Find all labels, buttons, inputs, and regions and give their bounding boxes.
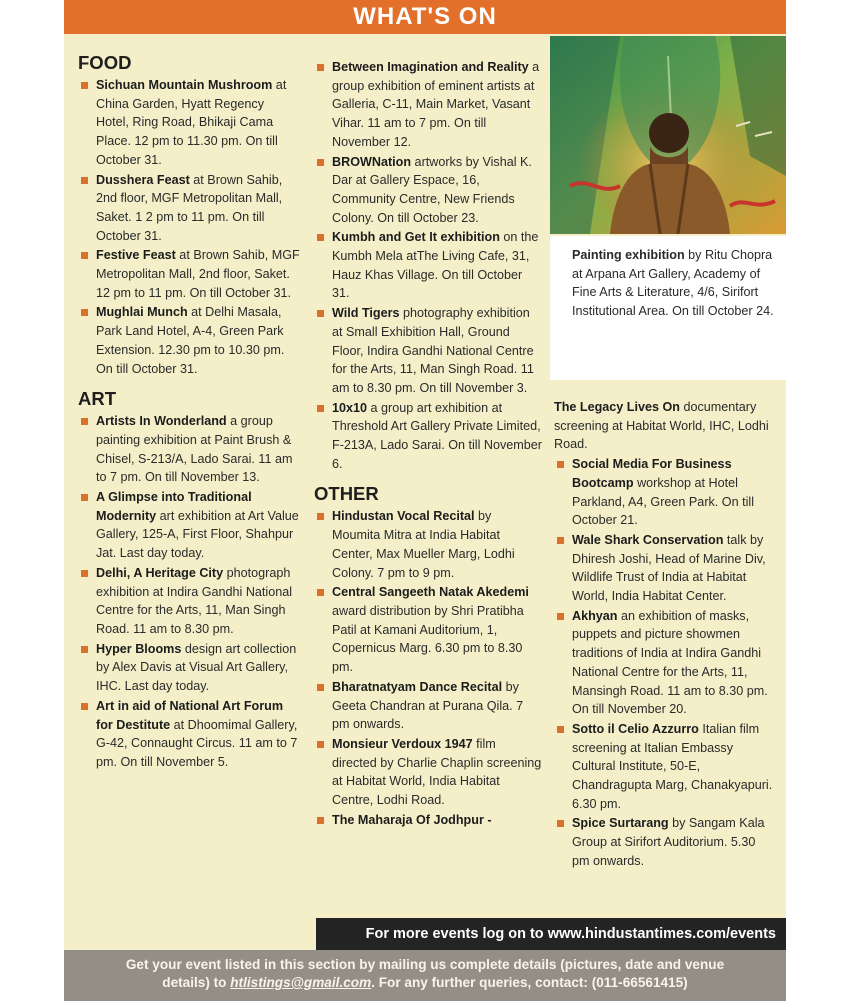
bullet-icon (317, 64, 324, 71)
list-item (314, 228, 542, 303)
list-item (78, 76, 300, 170)
event-title: Artists In Wonderland (96, 414, 227, 429)
event-title: 10x10 (332, 400, 368, 415)
list-item (78, 412, 300, 487)
event-title: A Glimpse into Traditional Modernity (96, 490, 252, 523)
event-title: Sichuan Mountain Mushroom (96, 78, 273, 92)
bullet-icon (317, 310, 324, 317)
list-item (314, 678, 542, 734)
event-title: Social Media For Business Bootcamp (572, 457, 732, 490)
list-item (554, 720, 776, 814)
event-title: Wale Shark Conservation (572, 532, 724, 547)
list-item (78, 488, 300, 563)
event-text: at Delhi Masala, Park Land Hotel, A-4, Green Park Extension. 12.30 pm to 10.30 pm. On till October 31. (96, 305, 285, 376)
event-title: Hindustan Vocal Recital (332, 509, 475, 524)
bullet-icon (317, 817, 324, 824)
event-title: Central Sangeeth Natak Akedemi (332, 585, 529, 600)
event-title: Kumbh and Get It exhibition (332, 230, 500, 245)
painting-photo (550, 36, 786, 234)
event-title: Sotto il Celio Azzurro (572, 721, 699, 736)
caption-title: Painting exhibition (572, 248, 685, 262)
event-text: a group art exhibition at Threshold Art Gallery Private Limited, F-213A, Lado Sarai. On till November 6. (332, 400, 542, 471)
event-text: by Geeta Chandran at Purana Qila. 7 pm onwards. (332, 679, 524, 732)
list-item (554, 531, 776, 606)
event-text: by Moumita Mitra at India Habitat Center, Max Mueller Marg, Lodhi Colony. 7 pm to 9 pm. (332, 509, 515, 580)
section-title-food: FOOD (78, 52, 132, 73)
event-title: Hyper Blooms (96, 641, 182, 656)
column-1 (78, 46, 300, 773)
bullet-icon (81, 309, 88, 316)
art-list-continued (314, 58, 542, 473)
event-title: The Legacy Lives On (554, 400, 680, 414)
bullet-icon (557, 726, 564, 733)
caption-text: by Ritu Chopra at Arpana Art Gallery, Academy of Fine Arts & Literature, 4/6, Sirifort Institutional Area. On till October 24. (572, 248, 774, 319)
event-text: photograph exhibition at Indira Gandhi National Centre for the Arts, 11, Man Singh Road. 11 am to 8.30 pm. (96, 565, 293, 636)
section-title-art: ART (78, 388, 117, 410)
bullet-icon (317, 405, 324, 412)
list-item (314, 304, 542, 398)
event-text: talk by Dhiresh Joshi, Head of Marine Div, Wildlife Trust of India at Habitat World, India Habitat Center. (572, 532, 766, 604)
bullet-icon (81, 252, 88, 259)
event-title: BROWNation (332, 154, 412, 169)
list-item (78, 246, 300, 302)
bullet-icon (81, 418, 88, 425)
event-text: documentary screening at Habitat World, IHC, Lodhi Road. (554, 400, 769, 452)
event-text: on the Kumbh Mela atThe Living Cafe, 31, Hauz Khas Village. On till October 31. (332, 230, 539, 301)
painting-image (550, 36, 786, 234)
bullet-icon (81, 177, 88, 184)
event-title: The Maharaja Of Jodhpur - (332, 812, 492, 827)
bullet-icon (317, 684, 324, 691)
bullet-icon (557, 461, 564, 468)
event-text: at Dhoomimal Gallery, G-42, Connaught Circus. 11 am to 7 pm. On till November 5. (96, 717, 298, 769)
footer-line-1: Get your event listed in this section by mailing us complete details (pictures, date and venue (125, 957, 725, 972)
list-item (554, 455, 776, 530)
event-title: Art in aid of National Art Forum for Destitute (96, 698, 284, 732)
event-title: Mughlai Munch (96, 305, 188, 320)
event-text: a group exhibition of eminent artists at Galleria, C-11, Main Market, Vasant Vihar. 11 am to 7 pm. On till November 12. (332, 60, 540, 149)
list-item (314, 399, 542, 474)
food-list (78, 76, 300, 378)
bullet-icon (81, 646, 88, 653)
list-item (314, 811, 542, 830)
event-title: Delhi, A Heritage City (96, 565, 224, 580)
event-text: award distribution by Shri Pratibha Patil at Kamani Auditorium, 1, Copernicus Marg. 6.30 pm to 8.30 pm. (332, 603, 524, 675)
event-text: by Sangam Kala Group at Sirifort Auditorium. 5.30 pm onwards. (572, 816, 765, 868)
footer-pre-email: details) to (162, 975, 231, 990)
footer-post-email: . For any further queries, contact: (011-66561415) (371, 975, 688, 990)
bullet-icon (81, 703, 88, 710)
column-3 (554, 398, 776, 872)
list-item (554, 814, 776, 870)
painting-caption (550, 236, 786, 380)
event-text: a group painting exhibition at Paint Brush & Chisel, S-213/A, Lado Sarai. 11 am to 7 pm. On till November 13. (96, 414, 293, 485)
event-text: at Brown Sahib, 2nd floor, MGF Metropolitan Mall, Saket. 1 2 pm to 11 pm. On till October 31. (96, 172, 283, 243)
list-item (314, 735, 542, 810)
event-text: an exhibition of masks, puppets and picture showmen traditions of India at Indira Gandhi National Centre for the Arts, 11, Mansingh Road. 11 am to 8.30 pm. On till November 20. (572, 608, 768, 717)
list-item (314, 153, 542, 228)
list-item (314, 583, 542, 677)
bullet-icon (317, 741, 324, 748)
bullet-icon (557, 820, 564, 827)
section-title-other: OTHER (314, 483, 379, 505)
list-item (554, 607, 776, 719)
list-item (78, 303, 300, 378)
event-text: design art collection by Alex Davis at Visual Art Gallery, IHC. Last day today. (96, 641, 297, 694)
event-title: Bharatnatyam Dance Recital (332, 679, 503, 694)
event-text: art exhibition at Art Value Gallery, 125-A, First Floor, Shahpur Jat. Last day today. (96, 508, 299, 561)
bullet-icon (81, 570, 88, 577)
event-title: Akhyan (572, 608, 618, 623)
column-2 (314, 58, 542, 830)
bullet-icon (317, 589, 324, 596)
event-title: Wild Tigers (332, 306, 400, 321)
event-text: workshop at Hotel Parkland, A4, Green Park. On till October 21. (572, 475, 754, 528)
list-item (78, 697, 300, 772)
footer-line-2 (64, 974, 786, 992)
event-text: film directed by Charlie Chaplin screening at Habitat World, India Habitat Centre, Lodhi Road. (332, 736, 542, 808)
bullet-icon (317, 513, 324, 520)
list-item (314, 58, 542, 152)
event-title: Spice Surtarang (572, 816, 669, 831)
event-title: Dusshera Feast (96, 172, 190, 187)
listings-page (64, 0, 786, 1001)
bullet-icon (317, 234, 324, 241)
other-list (314, 507, 542, 829)
art-list (78, 412, 300, 771)
event-text: at Brown Sahib, MGF Metropolitan Mall, 2nd floor, Saket. 12 pm to 11 pm. On till October 31. (96, 248, 300, 300)
event-text: at China Garden, Hyatt Regency Hotel, Ring Road, Bhikaji Cama Place. 12 pm to 11.30 pm. On till October 31. (96, 78, 287, 167)
bullet-icon (81, 494, 88, 501)
list-item (314, 507, 542, 582)
more-events-link[interactable]: For more events log on to www.hindustantimes.com/events (316, 918, 786, 950)
page-title: WHAT'S ON (64, 0, 786, 34)
list-item (78, 171, 300, 246)
other-list-continued (554, 455, 776, 870)
list-item (78, 640, 300, 696)
bullet-icon (81, 82, 88, 89)
list-item (78, 564, 300, 639)
bullet-icon (557, 537, 564, 544)
event-title: Festive Feast (96, 248, 176, 263)
bullet-icon (317, 159, 324, 166)
event-title: Monsieur Verdoux 1947 (332, 736, 473, 751)
bullet-icon (557, 613, 564, 620)
event-title: Between Imagination and Reality (332, 60, 529, 74)
list-item (554, 398, 776, 454)
footer-email-link[interactable]: htlistings@gmail.com (230, 975, 372, 990)
footer-notice (64, 950, 786, 1001)
event-text: photography exhibition at Small Exhibition Hall, Ground Floor, Indira Gandhi National Centre for the Arts, 11, Man Singh Road. 11 am to 8.30 pm. On till November 3. (332, 306, 534, 395)
event-text: Italian film screening at Italian Embassy Cultural Institute, 50-E, Chandragupta Marg, Chanakyapuri. 6.30 pm. (572, 721, 773, 811)
event-text: artworks by Vishal K. Dar at Gallery Espace, 16, Community Centre, New Friends Colony. On till October 23. (332, 154, 532, 225)
